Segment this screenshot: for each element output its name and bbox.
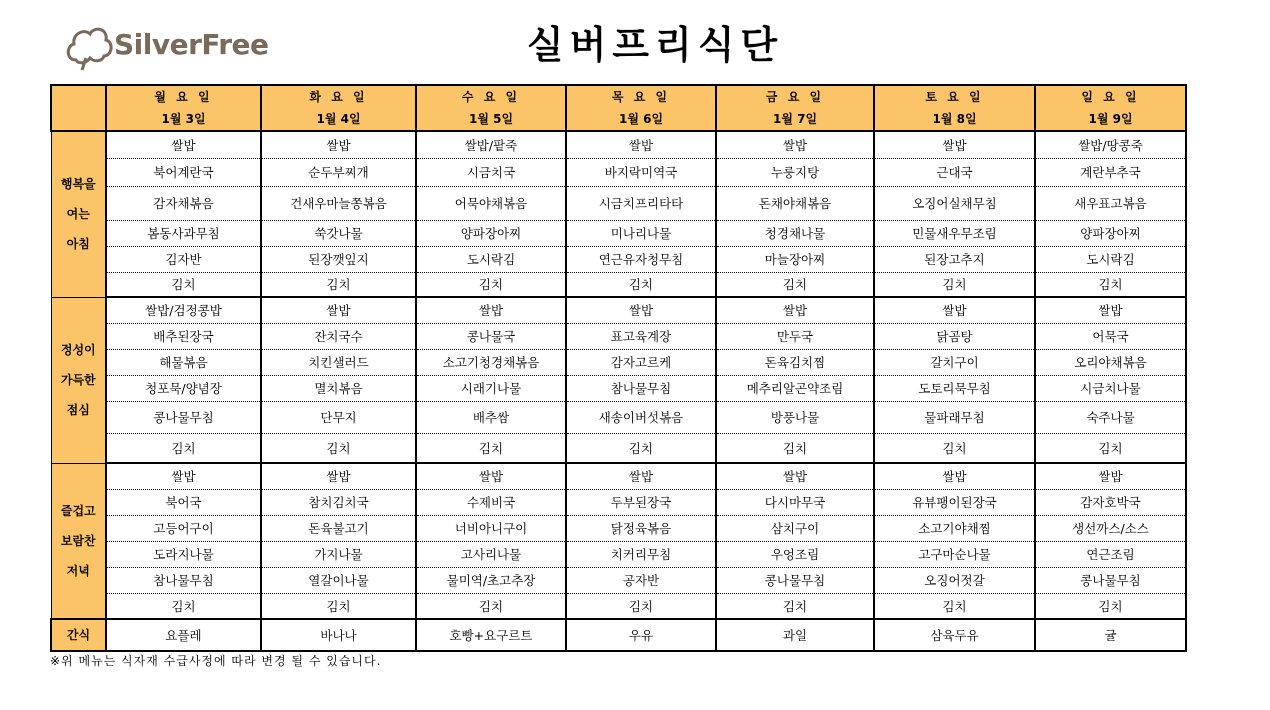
menu-item: 도토리묵무침 <box>874 375 1035 401</box>
menu-item: 김치 <box>416 593 566 619</box>
menu-item: 봄동사과무침 <box>106 220 261 246</box>
menu-item: 쌀밥 <box>874 131 1035 158</box>
menu-item: 참치김치국 <box>261 489 416 515</box>
menu-item: 계란부추국 <box>1035 158 1186 186</box>
menu-row <box>51 515 1186 541</box>
day-header-sun: 일 요 일 1월 9일 <box>1035 85 1186 131</box>
menu-row <box>51 401 1186 433</box>
menu-item: 김치 <box>566 272 716 297</box>
menu-item: 돈채야채볶음 <box>716 186 874 220</box>
menu-item: 두부된장국 <box>566 489 716 515</box>
menu-item: 감자고르케 <box>566 349 716 375</box>
meal-label-line: 아침 <box>66 237 90 252</box>
menu-item: 치킨샐러드 <box>261 349 416 375</box>
menu-item: 김치 <box>1035 433 1186 463</box>
menu-item: 김치 <box>874 272 1035 297</box>
meal-label-line: 가득한 <box>60 373 96 387</box>
menu-item: 김치 <box>716 272 874 297</box>
menu-item: 소고기야채찜 <box>874 515 1035 541</box>
menu-row <box>51 297 1186 323</box>
menu-item: 새송이버섯볶음 <box>566 401 716 433</box>
menu-item: 가지나물 <box>261 541 416 567</box>
menu-item: 북어국 <box>106 489 261 515</box>
day-header-row <box>51 85 1186 131</box>
menu-item: 유뷰팽이된장국 <box>874 489 1035 515</box>
day-header-sat: 토 요 일 1월 8일 <box>874 85 1035 131</box>
menu-item: 쌀밥 <box>261 297 416 323</box>
menu-item: 김치 <box>261 593 416 619</box>
menu-item: 표고육계장 <box>566 323 716 349</box>
day-header-fri: 금 요 일 1월 7일 <box>716 85 874 131</box>
menu-item: 치커리무침 <box>566 541 716 567</box>
snack-row <box>51 619 1186 651</box>
menu-item: 돈육김치찜 <box>716 349 874 375</box>
menu-item: 쌀밥 <box>874 463 1035 489</box>
menu-item: 오징어실채무침 <box>874 186 1035 220</box>
menu-item: 쌀밥 <box>566 131 716 158</box>
lunch-section <box>51 297 1186 463</box>
menu-item: 시금치프리타타 <box>566 186 716 220</box>
menu-item: 돈육불고기 <box>261 515 416 541</box>
menu-item: 김치 <box>416 433 566 463</box>
logo-text: SilverFree <box>114 28 269 61</box>
snack-item: 귤 <box>1035 619 1186 651</box>
menu-row <box>51 186 1186 220</box>
menu-item: 어묵야채볶음 <box>416 186 566 220</box>
snack-item: 과일 <box>716 619 874 651</box>
menu-item: 연근유자청무침 <box>566 246 716 272</box>
menu-row <box>51 349 1186 375</box>
menu-item: 쌀밥 <box>106 131 261 158</box>
menu-item: 청포묵/양념장 <box>106 375 261 401</box>
meal-label-line: 보람찬 <box>60 533 96 548</box>
menu-item: 배추쌈 <box>416 401 566 433</box>
breakfast-label <box>51 131 106 297</box>
menu-row <box>51 593 1186 619</box>
menu-item: 쌀밥/땅콩죽 <box>1035 131 1186 158</box>
menu-item: 김치 <box>416 272 566 297</box>
menu-item: 참나물무침 <box>106 567 261 593</box>
menu-item: 삼치구이 <box>716 515 874 541</box>
menu-item: 김치 <box>106 272 261 297</box>
day-header-tue: 화 요 일 1월 4일 <box>261 85 416 131</box>
day-header-thu: 목 요 일 1월 6일 <box>566 85 716 131</box>
menu-row <box>51 131 1186 158</box>
menu-item: 잔치국수 <box>261 323 416 349</box>
menu-item: 쌀밥 <box>261 463 416 489</box>
menu-item: 쌀밥 <box>416 463 566 489</box>
snack-item: 우유 <box>566 619 716 651</box>
menu-item: 방풍나물 <box>716 401 874 433</box>
menu-item: 근대국 <box>874 158 1035 186</box>
menu-item: 공자반 <box>566 567 716 593</box>
menu-item: 콩나물무침 <box>106 401 261 433</box>
menu-item: 다시마무국 <box>716 489 874 515</box>
menu-item: 쌀밥 <box>716 297 874 323</box>
menu-item: 된장고추지 <box>874 246 1035 272</box>
menu-item: 소고기청경채볶음 <box>416 349 566 375</box>
menu-item: 북어계란국 <box>106 158 261 186</box>
menu-item: 김치 <box>566 593 716 619</box>
menu-item: 쌀밥 <box>566 297 716 323</box>
menu-item: 마늘장아찌 <box>716 246 874 272</box>
menu-item: 고구마순나물 <box>874 541 1035 567</box>
menu-item: 만두국 <box>716 323 874 349</box>
menu-item: 바지락미역국 <box>566 158 716 186</box>
menu-item: 배추된장국 <box>106 323 261 349</box>
menu-row <box>51 246 1186 272</box>
lunch-label <box>51 297 106 463</box>
snack-item: 삼육두유 <box>874 619 1035 651</box>
menu-item: 너비아니구이 <box>416 515 566 541</box>
menu-row <box>51 433 1186 463</box>
menu-table <box>50 84 1187 652</box>
menu-item: 물미역/초고추장 <box>416 567 566 593</box>
menu-item: 새우표고볶음 <box>1035 186 1186 220</box>
menu-item: 시래기나물 <box>416 375 566 401</box>
menu-item: 민물새우무조림 <box>874 220 1035 246</box>
menu-item: 시금치국 <box>416 158 566 186</box>
menu-item: 메추리알곤약조림 <box>716 375 874 401</box>
menu-item: 고등어구이 <box>106 515 261 541</box>
meal-label-line: 여는 <box>66 207 90 222</box>
menu-item: 우엉조림 <box>716 541 874 567</box>
menu-item: 양파장아찌 <box>416 220 566 246</box>
menu-item: 김자반 <box>106 246 261 272</box>
menu-item: 해물볶음 <box>106 349 261 375</box>
day-header-mon: 월 요 일 1월 3일 <box>106 85 261 131</box>
dinner-section <box>51 463 1186 619</box>
menu-item: 오징어젓갈 <box>874 567 1035 593</box>
cloud-logo-icon <box>64 20 114 72</box>
menu-item: 김치 <box>1035 593 1186 619</box>
menu-item: 수제비국 <box>416 489 566 515</box>
menu-row <box>51 463 1186 489</box>
menu-item: 갈치구이 <box>874 349 1035 375</box>
menu-row <box>51 158 1186 186</box>
menu-item: 고사리나물 <box>416 541 566 567</box>
meal-label-line: 저녁 <box>66 563 90 578</box>
menu-item: 청경채나물 <box>716 220 874 246</box>
snack-label: 간식 <box>51 619 106 651</box>
menu-item: 쌀밥 <box>716 131 874 158</box>
menu-item: 숙주나물 <box>1035 401 1186 433</box>
menu-row <box>51 567 1186 593</box>
menu-row <box>51 489 1186 515</box>
meal-label-line: 점심 <box>66 403 90 417</box>
menu-item: 참나물무침 <box>566 375 716 401</box>
menu-change-note: ※위 메뉴는 식자재 수급사정에 따라 변경 될 수 있습니다. <box>50 654 382 668</box>
menu-row <box>51 323 1186 349</box>
menu-item: 감자호박국 <box>1035 489 1186 515</box>
menu-item: 김치 <box>874 433 1035 463</box>
menu-item: 미나리나물 <box>566 220 716 246</box>
menu-item: 쌀밥/팥죽 <box>416 131 566 158</box>
menu-item: 콩나물국 <box>416 323 566 349</box>
menu-item: 누룽지탕 <box>716 158 874 186</box>
menu-item: 쌀밥 <box>106 463 261 489</box>
menu-item: 양파장아찌 <box>1035 220 1186 246</box>
menu-item: 쌀밥/검정콩밥 <box>106 297 261 323</box>
menu-item: 감자채볶음 <box>106 186 261 220</box>
menu-item: 도시락김 <box>416 246 566 272</box>
menu-item: 닭정육볶음 <box>566 515 716 541</box>
menu-item: 오리야채볶음 <box>1035 349 1186 375</box>
menu-item: 김치 <box>874 593 1035 619</box>
menu-row <box>51 541 1186 567</box>
menu-item: 쌀밥 <box>261 131 416 158</box>
snack-section <box>51 619 1186 651</box>
snack-item: 요플레 <box>106 619 261 651</box>
menu-item: 생선까스/소스 <box>1035 515 1186 541</box>
menu-item: 어묵국 <box>1035 323 1186 349</box>
menu-item: 열갈이나물 <box>261 567 416 593</box>
menu-item: 콩나물무침 <box>716 567 874 593</box>
menu-item: 연근조림 <box>1035 541 1186 567</box>
menu-item: 쌀밥 <box>1035 463 1186 489</box>
corner-cell <box>51 85 106 131</box>
meal-label-line: 정성이 <box>60 343 96 357</box>
menu-row <box>51 220 1186 246</box>
menu-row <box>51 375 1186 401</box>
menu-item: 쌀밥 <box>416 297 566 323</box>
menu-row <box>51 272 1186 297</box>
menu-item: 된장깻잎지 <box>261 246 416 272</box>
menu-item: 김치 <box>716 433 874 463</box>
day-header-wed: 수 요 일 1월 5일 <box>416 85 566 131</box>
menu-item: 김치 <box>716 593 874 619</box>
meal-label-line: 행복을 <box>60 177 96 192</box>
menu-item: 쌀밥 <box>566 463 716 489</box>
menu-item: 시금치나물 <box>1035 375 1186 401</box>
menu-item: 쑥갓나물 <box>261 220 416 246</box>
menu-item: 건새우마늘쫑볶음 <box>261 186 416 220</box>
silverfree-logo <box>64 20 314 72</box>
meal-label-line: 즐겁고 <box>60 503 96 518</box>
menu-item: 김치 <box>261 433 416 463</box>
snack-item: 호빵+요구르트 <box>416 619 566 651</box>
menu-item: 김치 <box>566 433 716 463</box>
menu-item: 도시락김 <box>1035 246 1186 272</box>
menu-item: 도라지나물 <box>106 541 261 567</box>
menu-item: 멸치볶음 <box>261 375 416 401</box>
menu-item: 물파래무침 <box>874 401 1035 433</box>
breakfast-section <box>51 131 1186 297</box>
menu-item: 쌀밥 <box>716 463 874 489</box>
menu-item: 콩나물무침 <box>1035 567 1186 593</box>
menu-item: 쌀밥 <box>874 297 1035 323</box>
menu-item: 쌀밥 <box>1035 297 1186 323</box>
snack-item: 바나나 <box>261 619 416 651</box>
dinner-label <box>51 463 106 619</box>
menu-item: 닭곰탕 <box>874 323 1035 349</box>
page-title: 실버프리식단 <box>526 23 784 67</box>
menu-item: 단무지 <box>261 401 416 433</box>
menu-item: 김치 <box>106 433 261 463</box>
menu-item: 김치 <box>1035 272 1186 297</box>
menu-item: 김치 <box>106 593 261 619</box>
menu-item: 순두부찌개 <box>261 158 416 186</box>
menu-item: 김치 <box>261 272 416 297</box>
